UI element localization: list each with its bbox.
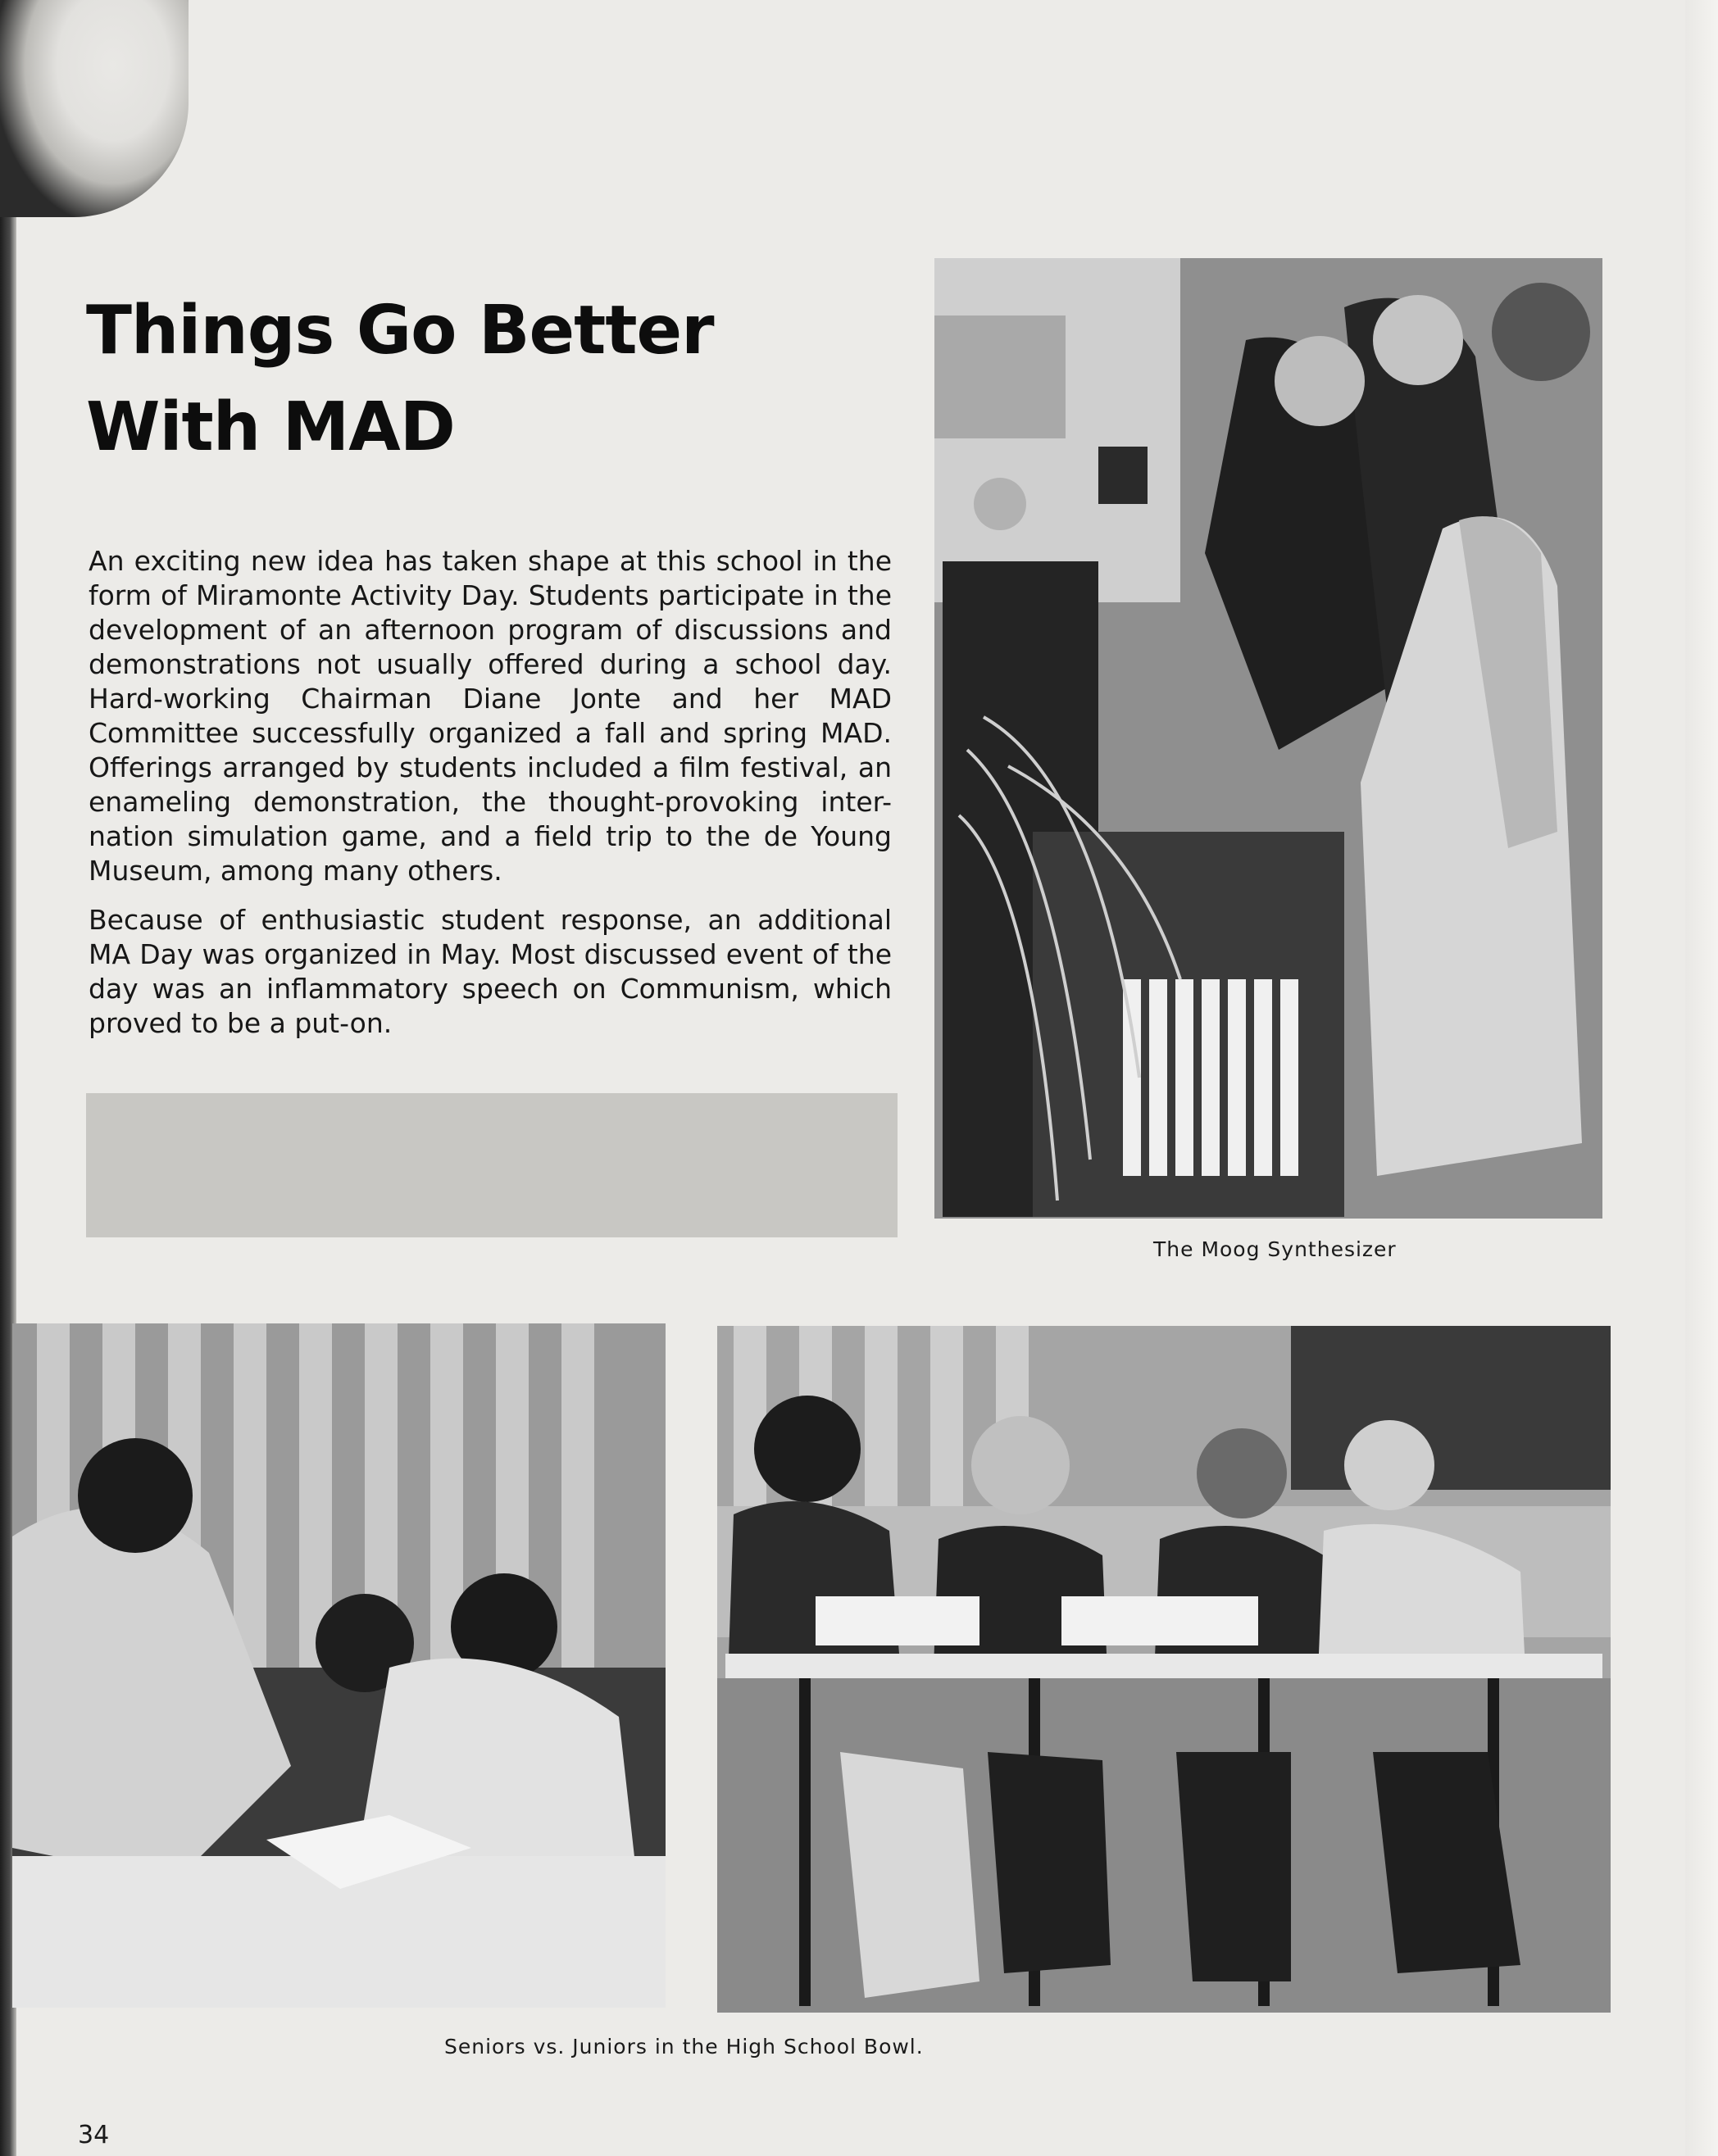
- caption-moog-synthesizer: The Moog Synthesizer: [1153, 1237, 1397, 1261]
- photo-moog-illustration: [934, 258, 1602, 1219]
- photo-bowl-illustration: [717, 1326, 1611, 2013]
- page-title-line-1: Things Go Better: [86, 292, 714, 370]
- article-body: [89, 544, 892, 1055]
- page-margin-right: [1685, 0, 1718, 2156]
- caption-high-school-bowl: Seniors vs. Juniors in the High School Bowl.: [444, 2035, 924, 2058]
- photo-moog-synthesizer: [934, 258, 1602, 1219]
- page-title: [86, 283, 791, 476]
- article-paragraph-2: Because of enthusiastic student response, an additional MA Day was organized in May. Most discussed event of the day was an inflammatory speech on Communism, which proved to be a put-on.: [89, 904, 892, 1039]
- gray-placeholder-box: [86, 1093, 898, 1237]
- page-number: 34: [78, 2121, 110, 2149]
- photo-students-table: [12, 1323, 666, 2008]
- photo-high-school-bowl: [717, 1326, 1611, 2013]
- scan-shadow: [0, 0, 189, 217]
- article-paragraph-1: An exciting new idea has taken shape at this school in the form of Miramonte Activity Day. Students participate in the development of an afternoon program of discussions and demonstrations not usually offered during a school day. Hard-working Chairman Diane Jonte and her MAD Committee successfully organized a fall and spring MAD. Offerings arranged by students included a film festival, an enameling demonstration, the thought-provoking inter-nation simulation game, and a field trip to the de Young Museum, among many others.: [89, 545, 892, 887]
- photo-students-illustration: [12, 1323, 666, 2008]
- page-title-line-2: With MAD: [86, 388, 455, 466]
